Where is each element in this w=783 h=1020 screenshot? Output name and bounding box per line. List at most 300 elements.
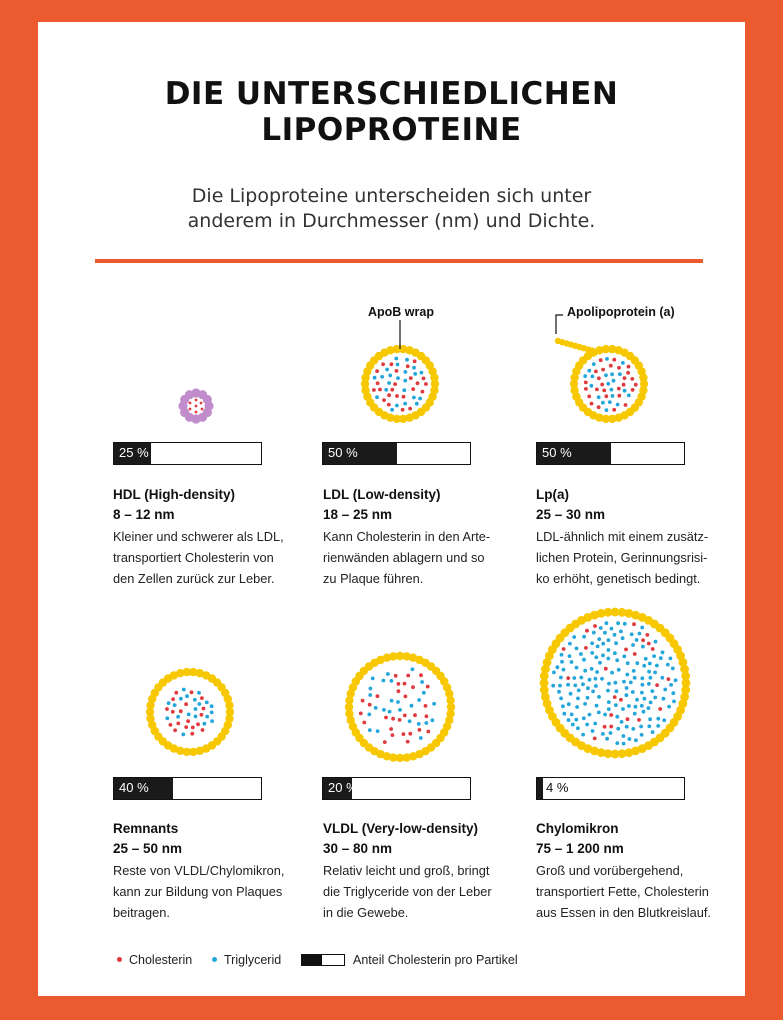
triglycerid-dot: [210, 719, 214, 723]
card-size: 8 – 12 nm: [113, 507, 175, 522]
triglycerid-dot: [627, 704, 631, 708]
triglycerid-dot: [615, 715, 619, 719]
cholesterin-dot: [390, 362, 394, 366]
cholesterin-dot: [403, 682, 407, 686]
triglycerid-dot: [627, 394, 631, 398]
cholesterin-dot: [623, 376, 627, 380]
cholesterin-dot: [597, 376, 601, 380]
triglycerid-dot: [582, 635, 586, 639]
triglycerid-dot: [179, 697, 183, 701]
cholesterin-dot: [626, 717, 630, 721]
triglycerid-dot: [403, 379, 407, 383]
triglycerid-dot: [424, 721, 428, 725]
triglycerid-dot: [165, 716, 169, 720]
triglycerid-dot: [642, 664, 646, 668]
cholesterin-dot: [595, 388, 599, 392]
cholesterin-dot: [387, 403, 391, 407]
triglycerid-dot: [569, 692, 573, 696]
card-name: VLDL (Very-low-density): [323, 821, 479, 836]
triglycerid-dot: [647, 682, 651, 686]
cholesterin-dot: [196, 722, 200, 726]
triglycerid-dot: [373, 376, 377, 380]
cholesterin-dot: [195, 399, 198, 402]
card-lpa: [536, 485, 741, 589]
triglycerid-dot: [586, 696, 590, 700]
cholesterin-dot: [593, 624, 597, 628]
cholesterol-bar-vldl: [322, 777, 471, 800]
triglycerid-dot: [671, 667, 675, 671]
triglycerid-dot: [666, 663, 670, 667]
cholesterin-dot: [408, 732, 412, 736]
card-size: 25 – 30 nm: [536, 507, 606, 522]
triglycerid-dot: [574, 718, 578, 722]
cholesterin-dot: [600, 383, 604, 387]
triglycerid-dot: [669, 683, 673, 687]
triglycerid-dot: [601, 401, 605, 405]
triglycerid-dot: [420, 680, 424, 684]
legend: [113, 951, 713, 971]
triglycerid-dot: [650, 689, 654, 693]
triglycerid-dot: [176, 715, 180, 719]
triglycerid-dot: [628, 737, 632, 741]
cholesterin-dot: [626, 371, 630, 375]
cholesterin-dot: [406, 674, 410, 678]
cholesterol-bar-lpa: [536, 442, 685, 465]
cholesterin-dot: [201, 728, 205, 732]
cholesterin-dot: [171, 697, 175, 701]
triglycerid-dot: [405, 358, 409, 362]
triglycerid-dot: [560, 660, 564, 664]
triglycerid-dot: [640, 704, 644, 708]
triglycerid-dot-icon: [212, 957, 217, 962]
cholesterin-dot: [584, 387, 588, 391]
cholesterin-dot: [361, 699, 365, 703]
triglycerid-dot: [615, 658, 619, 662]
triglycerid-dot: [640, 676, 644, 680]
triglycerid-dot: [617, 668, 621, 672]
desc-line: transportiert Cholesterin von: [113, 550, 274, 565]
triglycerid-dot: [653, 671, 657, 675]
cholesterin-dot: [383, 740, 387, 744]
desc-line: beitragen.: [113, 905, 170, 920]
triglycerid-dot: [590, 651, 594, 655]
cholesterin-dot: [633, 652, 637, 656]
triglycerid-dot: [634, 705, 638, 709]
triglycerid-dot: [567, 702, 571, 706]
triglycerid-dot: [623, 622, 627, 626]
cholesterin-dot: [387, 393, 391, 397]
triglycerid-dot: [601, 732, 605, 736]
cholesterin-dot: [624, 403, 628, 407]
cholesterin-dot: [376, 694, 380, 698]
triglycerid-dot: [663, 688, 667, 692]
cholesterin-dot: [398, 718, 402, 722]
cholesterin-dot: [667, 677, 671, 681]
card-size: 30 – 80 nm: [323, 841, 393, 856]
cholesterin-dot: [190, 732, 194, 736]
cholesterin-dot: [384, 716, 388, 720]
triglycerid-dot: [672, 700, 676, 704]
triglycerid-dot: [625, 673, 629, 677]
triglycerid-dot: [635, 661, 639, 665]
triglycerid-dot: [606, 689, 610, 693]
triglycerid-dot: [613, 651, 617, 655]
triglycerid-dot: [605, 737, 609, 741]
card-size: 25 – 50 nm: [113, 841, 183, 856]
triglycerid-dot: [390, 699, 394, 703]
cholesterin-dot: [593, 737, 597, 741]
triglycerid-dot: [568, 642, 572, 646]
card-name: LDL (Low-density): [323, 487, 441, 502]
triglycerid-dot: [375, 395, 379, 399]
triglycerid-dot: [562, 668, 566, 672]
desc-line: transportiert Fette, Cholesterin: [536, 884, 709, 899]
triglycerid-dot: [604, 373, 608, 377]
cholesterin-dot: [584, 646, 588, 650]
card-size: 75 – 1 200 nm: [536, 841, 624, 856]
cholesterol-bar-ldl: [322, 442, 471, 465]
triglycerid-dot: [614, 703, 618, 707]
cholesterol-bar-hdl: [113, 442, 262, 465]
cholesterin-dot: [391, 717, 395, 721]
triglycerid-dot: [575, 705, 579, 709]
cholesterin-dot: [368, 703, 372, 707]
cholesterin-dot: [202, 707, 206, 711]
triglycerid-dot: [583, 669, 587, 673]
triglycerid-dot: [591, 375, 595, 379]
triglycerid-dot: [396, 700, 400, 704]
triglycerid-dot: [598, 661, 602, 665]
triglycerid-dot: [181, 733, 185, 737]
triglycerid-dot: [410, 704, 414, 708]
triglycerid-dot: [597, 695, 601, 699]
desc-line: Groß und vorübergehend,: [536, 863, 684, 878]
desc-line: Relativ leicht und groß, bringt: [323, 863, 490, 878]
triglycerid-dot: [588, 678, 592, 682]
title-line-1: DIE UNTERSCHIEDLICHEN: [164, 76, 619, 112]
triglycerid-dot: [567, 718, 571, 722]
triglycerid-dot: [648, 662, 652, 666]
triglycerid-dot: [622, 734, 626, 738]
triglycerid-dot: [582, 716, 586, 720]
triglycerid-dot: [639, 725, 643, 729]
triglycerid-dot: [622, 742, 626, 746]
cholesterin-dot: [630, 377, 634, 381]
triglycerid-dot: [591, 729, 595, 733]
cholesterin-dot: [189, 402, 192, 405]
cholesterin-dot: [179, 709, 183, 713]
triglycerid-dot: [640, 691, 644, 695]
cholesterin-dot: [404, 695, 408, 699]
triglycerid-dot: [396, 376, 400, 380]
triglycerid-dot: [625, 725, 629, 729]
triglycerid-dot: [594, 655, 598, 659]
triglycerid-dot: [579, 652, 583, 656]
triglycerid-dot: [581, 682, 585, 686]
cholesterin-dot: [627, 365, 631, 369]
triglycerid-dot: [610, 372, 614, 376]
card-description: [536, 526, 741, 589]
triglycerid-dot: [640, 626, 644, 630]
triglycerid-dot: [656, 717, 660, 721]
cholesterin-dot: [617, 394, 621, 398]
triglycerid-dot: [649, 701, 653, 705]
triglycerid-dot: [659, 656, 663, 660]
triglycerid-dot: [601, 654, 605, 658]
card-description: [113, 860, 318, 923]
triglycerid-dot: [634, 738, 638, 742]
cholesterin-dot: [201, 408, 204, 411]
triglycerid-dot: [635, 638, 639, 642]
triglycerid-dot: [432, 702, 436, 706]
triglycerid-dot: [394, 357, 398, 361]
cholesterin-dot: [617, 366, 621, 370]
triglycerid-dot: [559, 697, 563, 701]
triglycerid-dot: [605, 408, 609, 412]
card-name: Remnants: [113, 821, 179, 836]
cholesterin-dot: [566, 676, 570, 680]
triglycerid-dot: [374, 706, 378, 710]
cholesterin-dot: [624, 648, 628, 652]
triglycerid-dot: [647, 724, 651, 728]
triglycerid-dot: [626, 661, 630, 665]
triglycerid-dot: [603, 631, 607, 635]
triglycerid-dot: [622, 655, 626, 659]
shell-bead: [225, 701, 233, 709]
triglycerid-dot: [607, 682, 611, 686]
triglycerid-dot: [419, 736, 423, 740]
triglycerid-dot: [595, 704, 599, 708]
cholesterin-dot: [184, 702, 188, 706]
triglycerid-dot: [607, 707, 611, 711]
shell-bead: [681, 672, 690, 681]
triglycerid-dot: [611, 394, 615, 398]
triglycerid-dot: [642, 710, 646, 714]
triglycerid-dot: [558, 684, 562, 688]
triglycerid-dot: [618, 372, 622, 376]
cholesterin-dot: [372, 388, 376, 392]
cholesterin-dot: [617, 387, 621, 391]
triglycerid-dot: [552, 671, 556, 675]
triglycerid-dot: [185, 694, 189, 698]
triglycerid-dot: [570, 660, 574, 664]
cholesterin-dot: [645, 633, 649, 637]
triglycerid-dot: [369, 687, 373, 691]
triglycerid-dot: [572, 635, 576, 639]
cholesterin-dot: [406, 740, 410, 744]
cholesterin-dot: [391, 733, 395, 737]
triglycerid-dot: [413, 372, 417, 376]
triglycerid-dot: [404, 370, 408, 374]
cholesterin-dot: [601, 368, 605, 372]
triglycerid-dot: [417, 722, 421, 726]
cholesterin-dot: [603, 725, 607, 729]
triglycerid-dot: [380, 375, 384, 379]
cholesterin-dot: [413, 713, 417, 717]
triglycerid-dot: [551, 684, 555, 688]
cholesterin-dot: [395, 394, 399, 398]
card-description: [536, 860, 741, 923]
desc-line: lichen Protein, Gerinnungsrisi-: [536, 550, 708, 565]
cholesterin-dot: [634, 383, 638, 387]
triglycerid-dot: [616, 403, 620, 407]
triglycerid-dot: [577, 689, 581, 693]
card-description: [323, 526, 528, 589]
triglycerid-dot: [371, 677, 375, 681]
triglycerid-dot: [621, 361, 625, 365]
cholesterin-dot: [397, 689, 401, 693]
triglycerid-dot: [641, 683, 645, 687]
triglycerid-dot: [384, 388, 388, 392]
cholesterin-dot: [376, 381, 380, 385]
bar-percent: 50 %: [542, 445, 572, 460]
triglycerid-dot: [591, 690, 595, 694]
apoa-chain-bead: [589, 347, 595, 353]
cholesterin-dot: [587, 395, 591, 399]
cholesterin-dot: [419, 673, 423, 677]
triglycerid-dot: [368, 728, 372, 732]
triglycerid-dot: [644, 657, 648, 661]
triglycerid-dot: [390, 679, 394, 683]
triglycerid-dot: [579, 676, 583, 680]
cholesterin-dot: [403, 714, 407, 718]
triglycerid-dot: [608, 400, 612, 404]
cholesterin-dot: [604, 667, 608, 671]
cholesterin-dot: [378, 388, 382, 392]
triglycerid-dot: [600, 677, 604, 681]
triglycerid-dot: [587, 369, 591, 373]
desc-line: die Triglyceride von der Leber: [323, 884, 492, 899]
triglycerid-dot: [368, 693, 372, 697]
triglycerid-dot: [572, 676, 576, 680]
triglycerid-dot: [573, 684, 577, 688]
cholesterin-dot: [402, 395, 406, 399]
triglycerid-dot: [193, 698, 197, 702]
triglycerid-dot: [367, 713, 371, 717]
cholesterin-dot: [584, 381, 588, 385]
triglycerid-dot: [402, 388, 406, 392]
cholesterin-dot: [597, 405, 601, 409]
triglycerid-dot: [586, 686, 590, 690]
triglycerid-dot: [560, 653, 564, 657]
triglycerid-dot: [660, 676, 664, 680]
card-ldl: [323, 485, 528, 589]
triglycerid-dot: [182, 688, 186, 692]
triglycerid-dot: [594, 677, 598, 681]
triglycerid-dot: [571, 723, 575, 727]
triglycerid-dot: [583, 374, 587, 378]
bar-fill: [537, 778, 543, 799]
triglycerid-dot: [566, 683, 570, 687]
card-description: [113, 526, 318, 589]
triglycerid-dot: [173, 703, 177, 707]
cholesterin-dot: [189, 408, 192, 411]
apoa-callout-line: [556, 315, 563, 334]
cholesterin-dot: [426, 730, 430, 734]
bar-percent: 40 %: [119, 780, 149, 795]
triglycerid-dot: [431, 718, 435, 722]
cholesterin-dot: [562, 647, 566, 651]
bar-percent: 25 %: [119, 445, 149, 460]
triglycerid-dot: [614, 641, 618, 645]
triglycerid-dot: [167, 701, 171, 705]
desc-line: LDL-ähnlich mit einem zusätz-: [536, 529, 709, 544]
cholesterin-dot: [602, 389, 606, 393]
triglycerid-dot: [210, 704, 214, 708]
triglycerid-dot: [187, 713, 191, 717]
triglycerid-dot: [648, 717, 652, 721]
triglycerid-dot: [632, 669, 636, 673]
triglycerid-dot: [620, 720, 624, 724]
triglycerid-dot: [671, 691, 675, 695]
triglycerid-dot: [667, 705, 671, 709]
cholesterin-dot: [604, 394, 608, 398]
cholesterin-dot: [612, 408, 616, 412]
cholesterin-dot: [418, 728, 422, 732]
triglycerid-dot: [606, 657, 610, 661]
triglycerid-dot: [385, 368, 389, 372]
triglycerid-dot: [592, 631, 596, 635]
cholesterin-dot: [416, 381, 420, 385]
triglycerid-dot: [662, 718, 666, 722]
card-remnants: [113, 819, 318, 923]
desc-line: in die Gewebe.: [323, 905, 409, 920]
triglycerid-dot: [643, 697, 647, 701]
cholesterin-dot: [359, 712, 363, 716]
cholesterin-dot: [200, 713, 204, 717]
triglycerid-dot: [594, 684, 598, 688]
triglycerid-dot: [398, 708, 402, 712]
triglycerid-dot: [654, 640, 658, 644]
triglycerid-dot: [622, 680, 626, 684]
triglycerid-dot: [395, 404, 399, 408]
desc-line: Reste von VLDL/Chylomikron,: [113, 863, 285, 878]
triglycerid-dot: [556, 665, 560, 669]
cholesterin-dot: [402, 732, 406, 736]
cholesterin-dot: [411, 387, 415, 391]
triglycerid-dot: [629, 681, 633, 685]
triglycerid-dot: [631, 690, 635, 694]
triglycerid-dot: [382, 708, 386, 712]
triglycerid-dot: [674, 678, 678, 682]
triglycerid-dot: [203, 722, 207, 726]
cholesterin-dot: [165, 707, 169, 711]
cholesterin-dot: [393, 382, 397, 386]
cholesterin-dot: [613, 695, 617, 699]
triglycerid-dot: [607, 648, 611, 652]
desc-line: den Zellen zurück zur Leber.: [113, 571, 275, 586]
cholesterin-dot: [594, 370, 598, 374]
triglycerid-dot: [205, 715, 209, 719]
triglycerid-dot: [575, 666, 579, 670]
cholesterin-dot: [641, 638, 645, 642]
cholesterin-dot: [409, 376, 413, 380]
triglycerid-dot: [583, 702, 587, 706]
triglycerid-dot: [631, 643, 635, 647]
triglycerid-dot: [649, 676, 653, 680]
cholesterin-dot: [632, 622, 636, 626]
title-line-2: LIPOPROTEINE: [261, 112, 522, 148]
triglycerid-dot: [575, 647, 579, 651]
triglycerid-dot: [601, 642, 605, 646]
bar-percent: 50 %: [328, 445, 358, 460]
shell-bead: [430, 373, 438, 381]
cholesterin-dot: [609, 713, 613, 717]
triglycerid-dot: [592, 362, 596, 366]
triglycerid-dot: [596, 645, 600, 649]
triglycerid-dot: [647, 706, 651, 710]
cholesterin-dot: [390, 388, 394, 392]
